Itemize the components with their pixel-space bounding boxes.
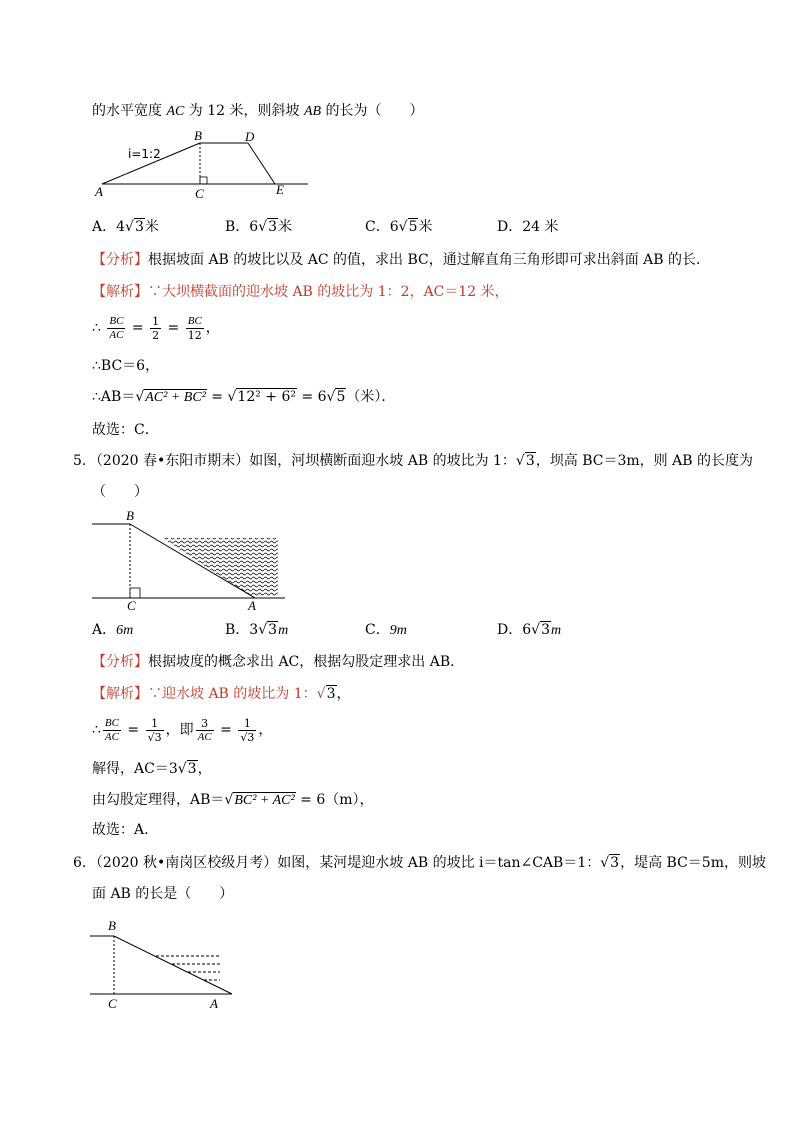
q6-point-a-label: A	[210, 996, 218, 1011]
point-a-label: A	[95, 184, 103, 199]
q4-solution-line3: ∴BC＝6，	[92, 358, 160, 374]
point-c-label: C	[195, 186, 204, 200]
q5-point-b-label: B	[126, 508, 134, 523]
q6-stem: 6．（2020 秋•南岗区校级月考）如图，某河堤迎水坡 AB 的坡比 i＝tan∠CAB＝1：√3，堤高 BC＝5m，则坡	[73, 855, 766, 871]
point-b-label: B	[194, 128, 202, 143]
q4-solution-line1: 【解析】∵大坝横截面的迎水坡 AB 的坡比为 1：2，AC＝12 米，	[92, 284, 509, 300]
q4-solution-line2: ∴ $\frac{BC}{AC}$ = $\frac{1}{2}$ = $\frac{BC}{12}$ ，	[92, 314, 220, 342]
point-d-label: D	[245, 129, 255, 144]
q5-option-d: D．6√3m	[497, 622, 562, 638]
q4-option-b: B．6√3米	[225, 219, 293, 235]
q5-option-c: C．9m	[365, 622, 407, 638]
q4-option-d: D．24 米	[497, 219, 559, 235]
q4-stem: 的水平宽度 AC 为 12 米，则斜坡 AB 的长为（ ）	[92, 103, 424, 119]
q6-stem-line2: 面 AB 的长是（ ）	[92, 886, 234, 902]
q5-solution-line3: 解得，AC＝3√3，	[92, 761, 212, 777]
q5-point-a-label: A	[248, 598, 256, 612]
q4-solution-line4: ∴AB＝√AC² + BC² = √12² + 6² = 6√5（米）．	[92, 389, 396, 405]
q5-solution-line1: 【解析】∵迎水坡 AB 的坡比为 1：√3，	[92, 686, 351, 702]
q5-solution-line4: 由勾股定理得，AB＝√BC² + AC² = 6（m），	[92, 792, 374, 808]
q5-stem-paren: （ ）	[92, 484, 148, 500]
q4-option-a: A．4√3米	[92, 219, 159, 235]
q5-stem: 5．（2020 春•东阳市期末）如图，河坝横断面迎水坡 AB 的坡比为 1：√3，坝高 BC＝3m，则 AB 的长度为	[73, 453, 753, 469]
q4-analysis: 【分析】根据坡面 AB 的坡比以及 AC 的值，求出 BC，通过解直角三角形即可求出斜面 AB 的长．	[92, 252, 711, 268]
q5-option-a: A．6m	[92, 622, 134, 638]
q5-point-c-label: C	[127, 598, 136, 612]
q4-option-c: C．6√5米	[365, 219, 433, 235]
q6-embankment-figure	[88, 916, 238, 1012]
q4-trapezoid-figure	[90, 128, 320, 200]
q5-solution-line2: ∴ $\frac{BC}{AC}$ = $\frac{1}{√3}$ ，即 $\frac{3}{AC}$ = $\frac{1}{√3}$ ，	[92, 716, 273, 744]
q6-point-b-label: B	[108, 918, 116, 933]
q5-dam-figure	[90, 508, 290, 612]
slope-label: i=1:2	[128, 147, 161, 161]
q5-answer: 故选：A．	[92, 822, 159, 838]
q5-analysis: 【分析】根据坡度的概念求出 AC，根据勾股定理求出 AB．	[92, 654, 465, 670]
point-e-label: E	[276, 182, 284, 197]
q6-point-c-label: C	[108, 996, 117, 1011]
q4-answer: 故选：C．	[92, 422, 159, 438]
q5-option-b: B．3√3m	[225, 622, 289, 638]
